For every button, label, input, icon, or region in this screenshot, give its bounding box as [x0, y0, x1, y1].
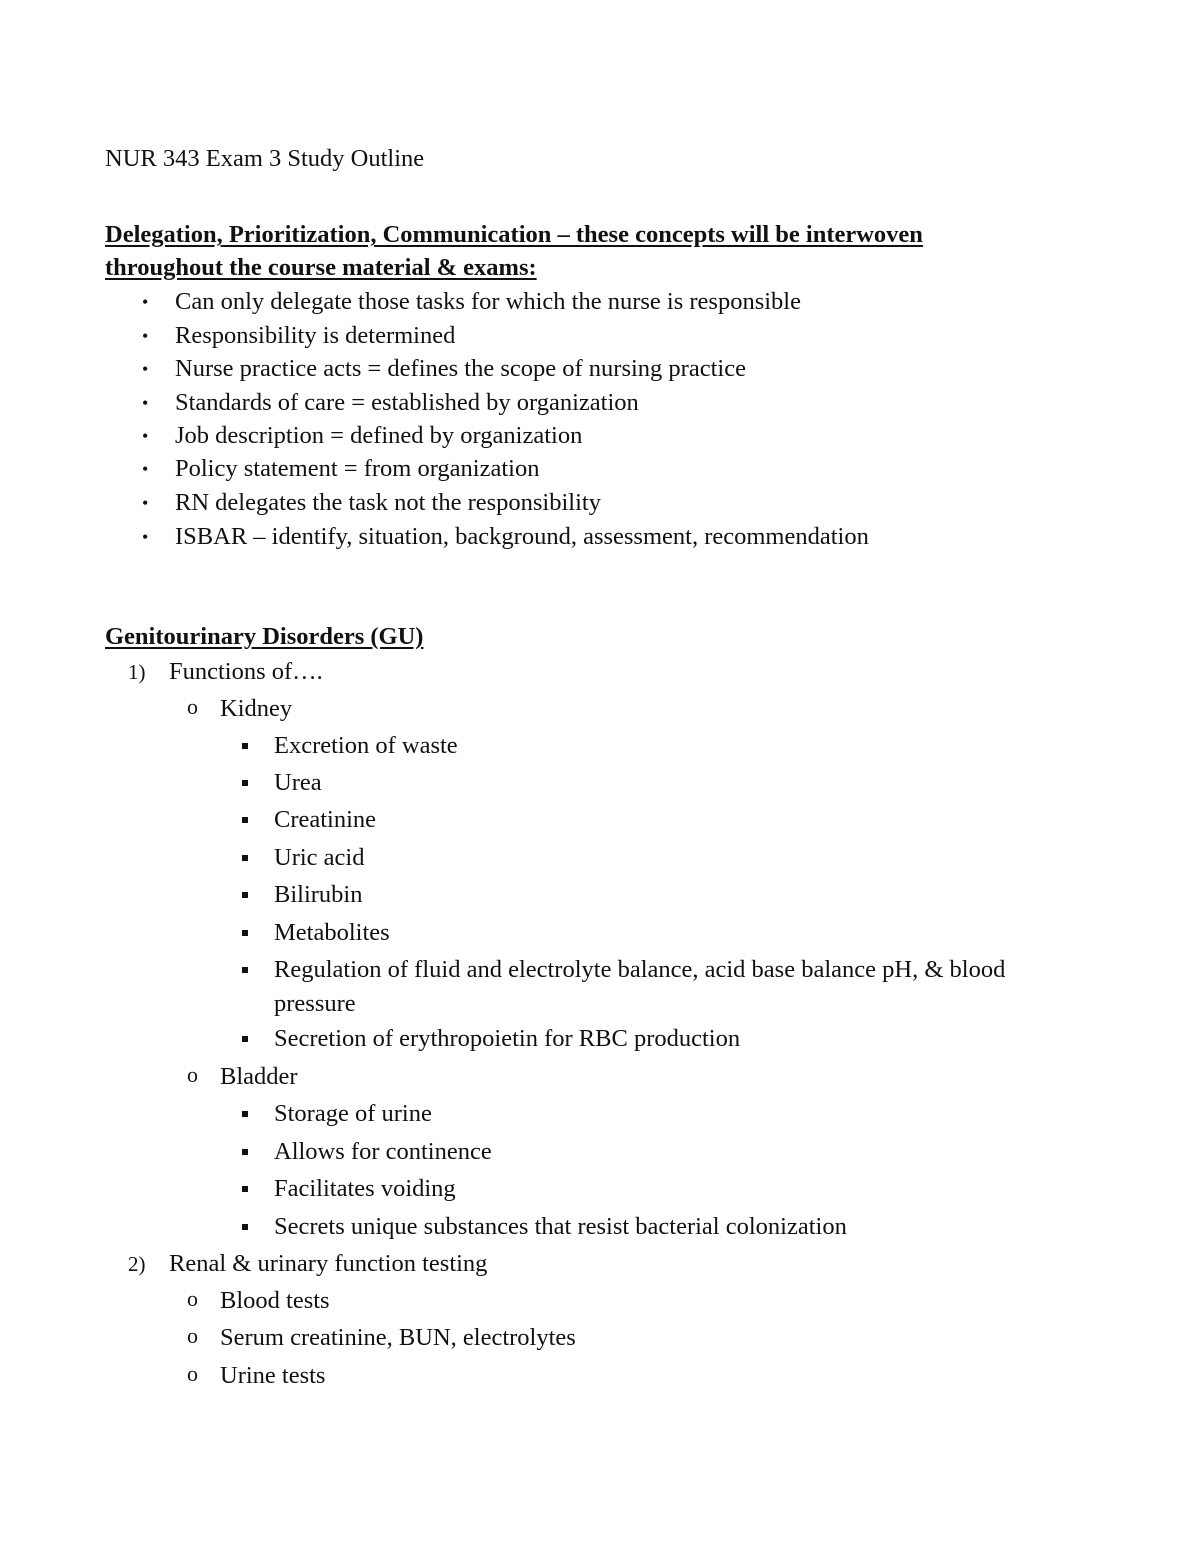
list-item: Secrets unique substances that resist bacterial colonization: [274, 1212, 847, 1242]
square-bullet-icon: [242, 1111, 248, 1117]
list-item: Metabolites: [274, 918, 390, 948]
square-bullet-icon: [242, 1186, 248, 1192]
bullet-icon: •: [142, 459, 149, 479]
square-bullet-icon: [242, 855, 248, 861]
square-bullet-icon: [242, 930, 248, 936]
circle-bullet-icon: o: [187, 694, 198, 719]
bullet-icon: •: [142, 326, 149, 346]
sub-item: o Blood tests: [187, 1286, 330, 1314]
section-heading-delegation-line2: throughout the course material & exams:: [105, 254, 537, 281]
square-bullet-icon: [242, 1036, 248, 1042]
square-bullet-icon: [242, 1224, 248, 1230]
bullet-icon: •: [142, 527, 149, 547]
circle-bullet-icon: o: [187, 1286, 198, 1311]
square-bullet-icon: [242, 967, 248, 973]
numbered-item: 1) Functions of….: [128, 658, 323, 685]
list-item: Bilirubin: [274, 880, 362, 910]
list-item: • Responsibility is determined: [142, 322, 456, 349]
square-bullet-icon: [242, 892, 248, 898]
section-heading-delegation-line1: Delegation, Prioritization, Communication – these concepts will be interwoven: [105, 221, 923, 248]
list-number: 1): [128, 660, 146, 684]
list-item: Regulation of fluid and electrolyte balance, acid base balance pH, & blood: [274, 955, 1005, 985]
list-item: • Policy statement = from organization: [142, 455, 540, 482]
list-item: Storage of urine: [274, 1099, 432, 1129]
numbered-item: 2) Renal & urinary function testing: [128, 1250, 488, 1277]
square-bullet-icon: [242, 743, 248, 749]
square-bullet-icon: [242, 1149, 248, 1155]
bullet-icon: •: [142, 493, 149, 513]
list-item: Excretion of waste: [274, 731, 458, 761]
bullet-icon: •: [142, 426, 149, 446]
list-item: Urea: [274, 768, 322, 798]
circle-bullet-icon: o: [187, 1062, 198, 1087]
list-item: Secretion of erythropoietin for RBC production: [274, 1024, 740, 1054]
list-item: • Job description = defined by organization: [142, 422, 583, 449]
circle-bullet-icon: o: [187, 1361, 198, 1386]
bullet-icon: •: [142, 393, 149, 413]
list-item: • ISBAR – identify, situation, background, assessment, recommendation: [142, 523, 869, 550]
circle-bullet-icon: o: [187, 1323, 198, 1348]
document-title: NUR 343 Exam 3 Study Outline: [105, 145, 425, 172]
list-item: • Can only delegate those tasks for which the nurse is responsible: [142, 288, 801, 315]
section-heading-genitourinary: Genitourinary Disorders (GU): [105, 623, 424, 650]
list-item: Facilitates voiding: [274, 1174, 456, 1204]
sub-item: o Serum creatinine, BUN, electrolytes: [187, 1323, 576, 1351]
list-item: • Nurse practice acts = defines the scope of nursing practice: [142, 355, 746, 382]
list-item: Uric acid: [274, 843, 364, 873]
bullet-icon: •: [142, 359, 149, 379]
square-bullet-icon: [242, 817, 248, 823]
sub-item-bladder: o Bladder: [187, 1062, 298, 1090]
list-number: 2): [128, 1252, 146, 1276]
list-item-continuation: pressure: [274, 990, 356, 1017]
bullet-icon: •: [142, 292, 149, 312]
sub-item: o Urine tests: [187, 1361, 326, 1389]
list-item: • RN delegates the task not the responsibility: [142, 489, 601, 516]
list-item: • Standards of care = established by organization: [142, 389, 639, 416]
list-item: Allows for continence: [274, 1137, 492, 1167]
sub-item-kidney: o Kidney: [187, 694, 293, 722]
list-item: Creatinine: [274, 805, 376, 835]
square-bullet-icon: [242, 780, 248, 786]
